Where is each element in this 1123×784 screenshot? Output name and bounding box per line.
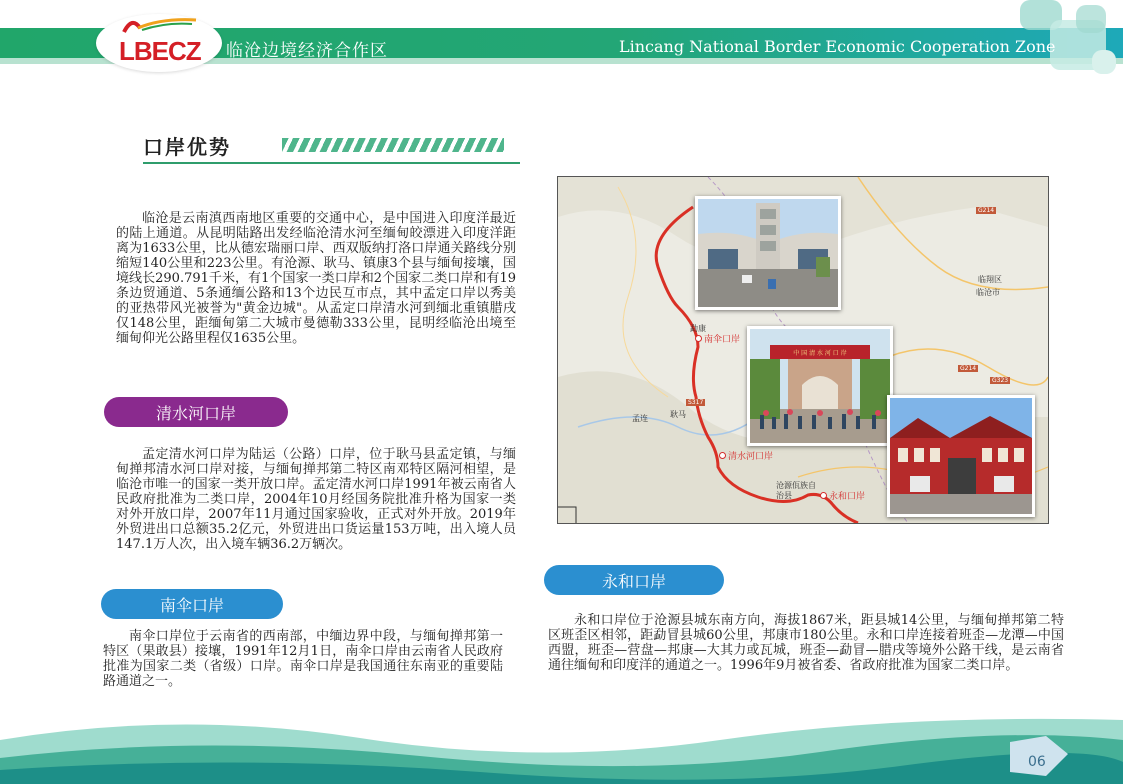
port-marker-icon (719, 452, 726, 459)
map-port-yonghe (820, 489, 865, 502)
logo-swoosh-icon (122, 14, 202, 36)
map-port-label: 永和口岸 (829, 492, 866, 502)
port-paragraph-yonghe: 永和口岸位于沧源县城东南方向，海拔1867米，距县城14公里，与缅甸掸邦第二特区班歪区相邻，距勐冒县城60公里，邦康市180公里。永和口岸连接着班歪—龙潭—中国西盟，班歪—营盘—邦康—大其力或瓦城，班歪—勐冒—腊戌等境外公路干线，是云南省通往缅甸和印度洋的通道之一。1996年9月被省委、省政府批准为国家二类口岸。 (548, 613, 1064, 673)
header-decoration (1076, 5, 1106, 33)
map-label-menglian: 孟连 (632, 414, 648, 423)
road-badge: S317 (688, 399, 704, 406)
map-label-linxiang: 临翔区 (978, 275, 1002, 284)
map-port-nansan (695, 332, 740, 345)
logo-text: LBECZ (119, 36, 201, 66)
header-title-cn: 临沧边境经济合作区 (226, 41, 388, 61)
port-paragraph-qingshuihe: 孟定清水河口岸为陆运（公路）口岸，位于耿马县孟定镇，与缅甸掸邦清水河口岸对接，与缅甸掸邦第二特区南邓特区隔河相望，是临沧市唯一的国家一类开放口岸。孟定清水河口岸1991年被云南省人民政府批准为二类口岸，2004年10月经国务院批准升格为国家一类对外开放口岸，2007年11月通过国家验收，正式对外开放。2019年外贸进出口总额35.2亿元，外贸进出口货运量153万吨，出入境人员147.1万人次，出入境车辆36.2万辆次。 (116, 447, 516, 552)
nansan-port-photo-image (698, 199, 838, 307)
road-badge: G323 (992, 377, 1009, 384)
port-heading-nansan: 南伞口岸 (101, 589, 283, 619)
port-heading-yonghe: 永和口岸 (544, 565, 724, 595)
road-badge: G214 (960, 365, 977, 372)
map-label-lincang: 临沧市 (976, 288, 1000, 297)
footer-waves (0, 700, 1123, 784)
page-number: 06 (1028, 754, 1046, 770)
photo-nansan-port (695, 196, 841, 310)
port-heading-qingshuihe: 清水河口岸 (104, 397, 288, 427)
gate-sign-text: 中 国 清 水 河 口 岸 (793, 350, 847, 357)
header-decoration (1092, 50, 1116, 74)
map-label-cangyuan: 沧源佤族自治县 (776, 481, 816, 500)
photo-yonghe-port (887, 395, 1035, 517)
port-marker-icon (695, 335, 702, 342)
map-port-qingshuihe (719, 449, 773, 462)
port-paragraph-nansan: 南伞口岸位于云南省的西南部，中缅边界中段，与缅甸掸邦第一特区（果敢县）接壤，1991年12月1日，南伞口岸由云南省人民政府批准为国家二类（省级）口岸。南伞口岸是我国通往东南亚的重要陆路通道之一。 (103, 629, 503, 689)
qingshuihe-port-photo-image (750, 329, 890, 443)
section-title-stripes (282, 138, 504, 152)
yonghe-port-photo-image (890, 398, 1032, 514)
map-label-gengma: 耿马 (670, 410, 686, 419)
map-label-mengkang: 勐康 (690, 324, 706, 333)
map-port-label: 清水河口岸 (728, 452, 774, 462)
section-title: 口岸优势 (143, 135, 231, 159)
port-location-map (557, 176, 1049, 524)
header-title-en: Lincang National Border Economic Cooperation Zone (619, 37, 1056, 56)
photo-qingshuihe-port (747, 326, 893, 446)
intro-paragraph: 临沧是云南滇西南地区重要的交通中心，是中国进入印度洋最近的陆上通道。从昆明陆路出发经临沧清水河至缅甸皎漂进入印度洋距离为1633公里，比从德宏瑞丽口岸、西双版纳打洛口岸通关路线分别缩短140公里和223公里。有沧源、耿马、镇康3个县与缅甸接壤，国境线长290.791千米，有1个国家一类口岸和2个国家二类口岸和有19条边贸通道、5条通缅公路和13个边民互市点，其中孟定口岸以秀美的亚热带风光被誉为"黄金边城"。从孟定口岸清水河到缅北重镇腊戌仅148公里，距缅甸第二大城市曼德勒333公里，昆明经临沧出境至缅甸仰光公路里程仅1635公里。 (116, 211, 516, 346)
road-badge: G214 (978, 207, 995, 214)
map-port-label: 南伞口岸 (704, 335, 741, 345)
section-title-rule (143, 162, 520, 164)
port-marker-icon (820, 492, 827, 499)
